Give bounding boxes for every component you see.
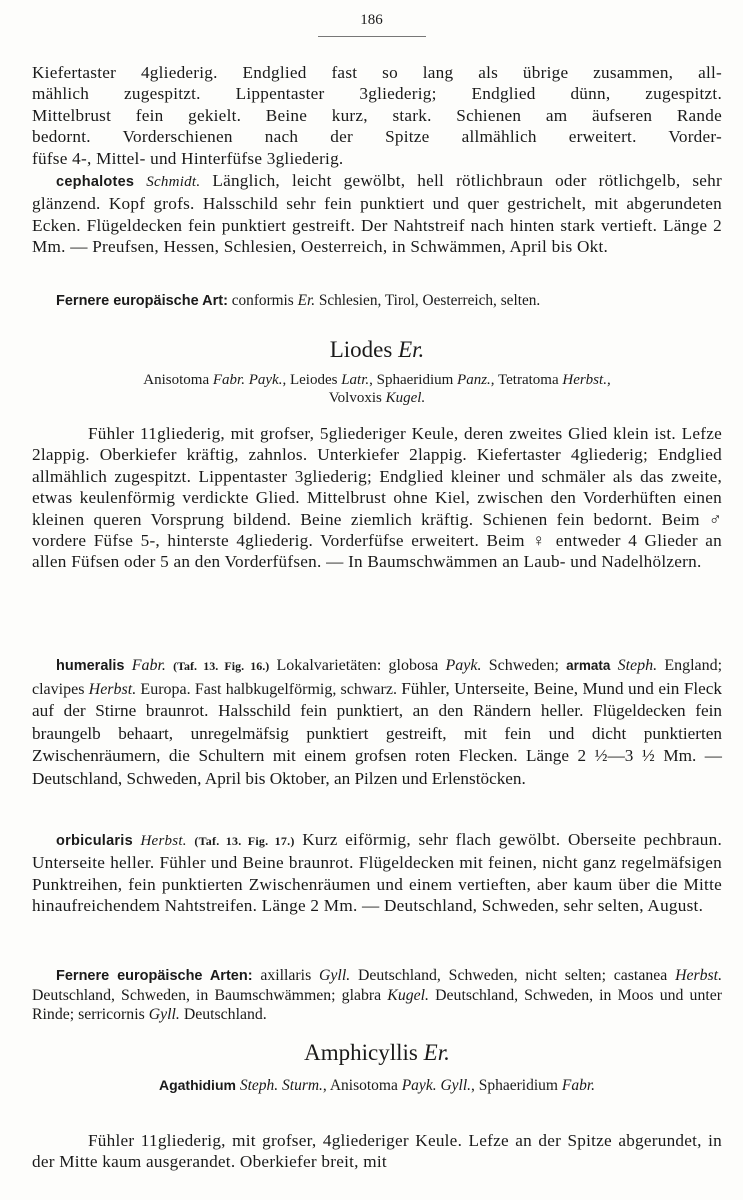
- genus-desc-3: entweder 4 Glieder an allen Füfsen oder 5 an den Vorderfüfsen. — In Baumschwämmen an Laub- und Nadelhölzern.: [32, 531, 723, 572]
- further-text: Deutschland, Schweden, nicht selten;: [357, 967, 606, 984]
- genus-liodes: [32, 337, 722, 407]
- species-text: Schweden;: [488, 657, 559, 674]
- species-author: Herbst.: [88, 680, 137, 698]
- further-author: Gyll.: [319, 967, 351, 984]
- syn-part: , Tetratoma: [490, 372, 563, 388]
- syn-author: Fabr. Payk.: [212, 372, 283, 388]
- further-author: Gyll.: [148, 1006, 180, 1023]
- genus-synonyms: [32, 371, 722, 407]
- species-name: armata: [566, 658, 611, 673]
- genus-author: Er.: [423, 1040, 450, 1065]
- male-symbol: ♂: [708, 509, 723, 529]
- syn-author: Panz.: [457, 372, 491, 388]
- further-text: Deutschland, Schweden, in Baumschwämmen; glabra: [32, 987, 382, 1004]
- syn-part: Volvoxis: [328, 390, 386, 406]
- top-line-4: bedornt. Vorderschienen nach der Spitze allmählich erweitert. Vorder-: [32, 127, 722, 147]
- genus-title: Liodes: [329, 337, 393, 362]
- species-text: Fühler, Unterseite, Beine, Mund und ein Fleck auf der Stirne braunrot. Halsschild fein punktiert, an den Rändern heller. Flügeldecken fein braungelb behaart, unregelmäfsig punktiert gestreift, mit fein und dicht punktierten Zwischenräumern, die Schultern mit einem grofsen roten Flecken. Länge 2 ½—3 ½ Mm. — Deutschland, Schweden, April bis Oktober, an Pilzen und Erlenstöcken.: [32, 678, 723, 788]
- genus-desc-2: vordere Füfse 5-, hinterste 4gliederig. Vorderfüfse erweitert. Beim: [32, 531, 525, 551]
- syn-part: , Sphaeridium: [471, 1077, 558, 1094]
- species-author: Schmidt.: [146, 174, 201, 190]
- further-species: castanea: [613, 967, 668, 984]
- further-author: Kugel.: [387, 987, 429, 1004]
- further-label: Fernere europäische Arten:: [56, 968, 253, 984]
- top-block: [32, 62, 722, 169]
- further-author: Herbst.: [675, 967, 723, 984]
- syn-part: , Sphaeridium: [369, 372, 458, 388]
- species-text: Kurz eiförmig, sehr flach gewölbt. Oberseite pechbraun. Unterseite heller. Fühler und Beine braunrot. Flügeldecken mit feinen, nicht ganz regelmäfsigen Punktreihen, fein punktierten Zwischenräumen und einem vertieften, aber kaum über die Mitte hinaufreichendem Nahtstreifen. Länge 2 Mm. — Deutschland, Schweden, sehr selten, August.: [32, 830, 723, 916]
- species-name: humeralis: [56, 658, 125, 674]
- further-species: conformis: [231, 292, 294, 309]
- genus-title: Amphicyllis: [304, 1040, 418, 1065]
- genus-liodes-description: [32, 423, 722, 573]
- species-orbicularis: [32, 829, 722, 917]
- top-line-1: Kiefertaster 4gliederig. Endglied fast so lang als übrige zusammen, all-: [32, 63, 722, 82]
- species-text: Europa. Fast halbkugelförmig, schwarz.: [140, 680, 397, 698]
- syn-part: ,: [606, 372, 611, 388]
- top-line-3: Mittelbrust fein gekielt. Beine kurz, stark. Schienen am äufseren Rande: [32, 105, 722, 125]
- species-author: Fabr.: [131, 657, 166, 674]
- plate-reference: (Taf. 13. Fig. 16.): [173, 659, 270, 673]
- species-humeralis: [32, 655, 722, 791]
- further-species-2: [32, 966, 722, 1024]
- genus-desc: Fühler 11gliederig, mit grofser, 4gliederiger Keule. Lefze an der Spitze abgerundet, in der Mitte kaum ausgerandet. Oberkiefer breit, mit: [32, 1131, 722, 1172]
- genus-author: Er.: [398, 337, 425, 362]
- page-number: 186: [360, 12, 383, 28]
- header-rule: [318, 36, 426, 37]
- further-author: Er.: [297, 292, 316, 309]
- syn-part: , Leiodes: [282, 372, 342, 388]
- plate-reference: (Taf. 13. Fig. 17.): [194, 834, 295, 848]
- top-line-2: mählich zugespitzt. Lippentaster 3gliederig; Endglied dünn, zugespitzt.: [32, 84, 722, 104]
- syn-author: Herbst.: [562, 372, 607, 388]
- further-text: Deutschland.: [183, 1006, 267, 1023]
- female-symbol: ♀: [532, 531, 549, 551]
- species-text: England; clavipes: [32, 657, 723, 698]
- further-text: Deutschland, Schweden, in Moos und unter Rinde; serricornis: [32, 987, 723, 1023]
- further-label: Fernere europäische Art:: [56, 293, 228, 309]
- syn-author: Kugel.: [385, 390, 426, 406]
- genus-desc: Fühler 11gliederig, mit grofser, 5gliederiger Keule, deren zweites Glied klein ist. Lefze 2lappig. Oberkiefer kräftig, zahnlos. Unterkiefer 2lappig. Kiefertaster 4gliederig; Endglied allmählich zugespitzt. Lippentaster 3gliederig; Endglied kleiner und schmäler als das zweite, etwas keulenförmig verdickte Glied. Mittelbrust ohne Kiel, zwischen den Vorderhüften einen kleinen queren Vorsprung bildend. Beine ziemlich kräftig. Schienen fein bedornt. Beim: [32, 424, 722, 529]
- genus-amphicyllis: [32, 1040, 722, 1095]
- species-author: Steph.: [617, 657, 658, 674]
- genus-synonyms: [32, 1076, 722, 1095]
- species-name: cephalotes: [56, 174, 135, 190]
- syn-part: Anisotoma: [143, 372, 213, 388]
- species-name: orbicularis: [56, 833, 133, 849]
- further-rest: Schlesien, Tirol, Oesterreich, selten.: [318, 292, 541, 309]
- species-text: Länglich, leicht gewölbt, hell rötlichbraun oder rötlichgelb, sehr glänzend. Kopf grofs. Halsschild sehr fein punktiert und quer gestrichelt, mit abgerundeten Ecken. Flügeldecken fein punktiert gestreift. Der Nahtstreif nach hinten stark vertieft. Länge 2 Mm. — Preufsen, Hessen, Schlesien, Oesterreich, in Schwämmen, April bis Okt.: [32, 171, 722, 257]
- further-species: axillaris: [260, 967, 312, 984]
- syn-part: Agathidium: [158, 1077, 236, 1093]
- top-line-5: füfse 4-, Mittel- und Hinterfüfse 3gliederig.: [32, 148, 344, 168]
- species-cephalotes: [32, 170, 722, 258]
- syn-author: Steph. Sturm.: [239, 1077, 323, 1094]
- species-author: Herbst.: [140, 833, 187, 849]
- syn-part: , Anisotoma: [322, 1077, 398, 1094]
- syn-author: Payk. Gyll.: [401, 1077, 472, 1094]
- genus-amphicyllis-description: [32, 1130, 722, 1173]
- species-text: Lokalvarietäten: globosa: [276, 657, 439, 674]
- further-species-1: [32, 291, 722, 312]
- species-author: Payk.: [445, 657, 482, 674]
- syn-author: Fabr.: [561, 1077, 596, 1094]
- syn-author: Latr.: [341, 372, 370, 388]
